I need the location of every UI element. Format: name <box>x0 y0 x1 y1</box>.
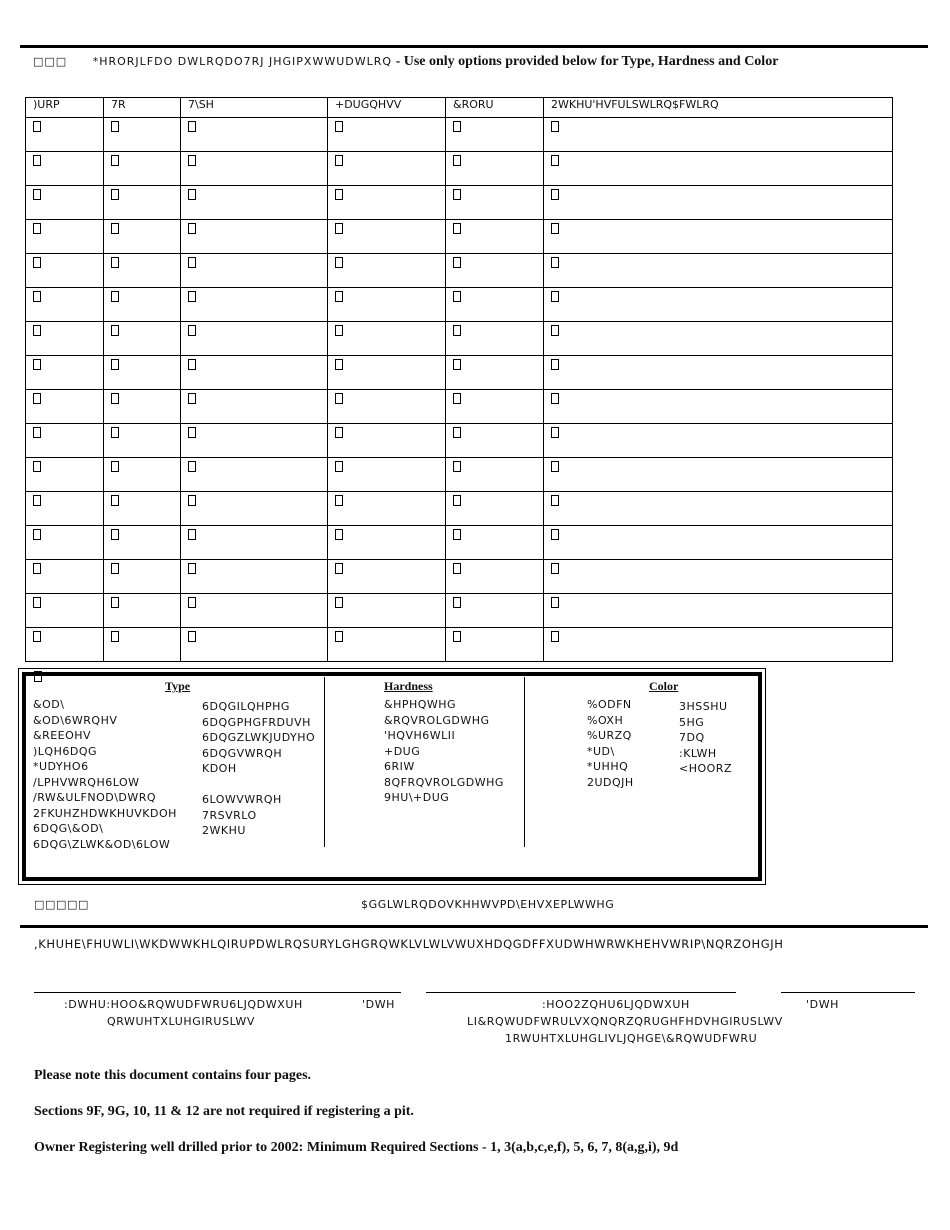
cell-placeholder-glyph <box>453 359 461 370</box>
cell-placeholder-glyph <box>33 529 41 540</box>
cell-placeholder-glyph <box>33 257 41 268</box>
hardness-title: Hardness <box>384 679 433 693</box>
cell-placeholder-glyph <box>33 427 41 438</box>
log-row <box>26 186 893 220</box>
legend-item: &HPHQWHG <box>384 698 457 711</box>
log-cell[interactable] <box>446 628 544 662</box>
cell-placeholder-glyph <box>551 121 559 132</box>
cell-placeholder-glyph <box>335 563 343 574</box>
log-cell[interactable] <box>328 118 446 152</box>
log-cell[interactable] <box>26 220 104 254</box>
cell-placeholder-glyph <box>33 223 41 234</box>
log-cell[interactable] <box>104 118 181 152</box>
log-cell[interactable] <box>328 594 446 628</box>
log-cell[interactable] <box>181 628 328 662</box>
cell-placeholder-glyph <box>453 631 461 642</box>
cell-placeholder-glyph <box>111 257 119 268</box>
cell-placeholder-glyph <box>551 563 559 574</box>
log-cell[interactable] <box>181 118 328 152</box>
cell-placeholder-glyph <box>111 597 119 608</box>
cell-placeholder-glyph <box>33 359 41 370</box>
cell-placeholder-glyph <box>111 563 119 574</box>
cell-placeholder-glyph <box>33 393 41 404</box>
cell-placeholder-glyph <box>188 121 196 132</box>
cell-placeholder-glyph <box>111 393 119 404</box>
log-cell[interactable] <box>544 220 893 254</box>
cell-placeholder-glyph <box>188 427 196 438</box>
legend-item: )LQH6DQG <box>33 744 98 758</box>
legend-item: *UD\ <box>587 744 615 758</box>
cell-placeholder-glyph <box>33 291 41 302</box>
log-cell[interactable] <box>328 628 446 662</box>
log-cell[interactable] <box>446 118 544 152</box>
log-cell[interactable] <box>328 458 446 492</box>
cell-placeholder-glyph <box>453 121 461 132</box>
log-cell[interactable] <box>104 288 181 322</box>
log-col-header: 7\SH <box>181 98 328 118</box>
contractor-date-line[interactable] <box>426 992 736 993</box>
log-cell[interactable] <box>544 356 893 390</box>
log-row <box>26 424 893 458</box>
top-rule <box>20 45 928 48</box>
log-row <box>26 152 893 186</box>
log-cell[interactable] <box>104 628 181 662</box>
log-cell[interactable] <box>328 288 446 322</box>
cell-placeholder-glyph <box>188 189 196 200</box>
log-cell[interactable] <box>104 220 181 254</box>
contractor-date-label: 'DWH <box>362 998 396 1011</box>
log-cell[interactable] <box>104 526 181 560</box>
cell-placeholder-glyph <box>551 427 559 438</box>
type-column-2 <box>202 699 315 839</box>
log-table-header <box>26 98 893 118</box>
cell-placeholder-glyph <box>188 495 196 506</box>
cell-placeholder-glyph <box>33 495 41 506</box>
log-cell[interactable] <box>181 288 328 322</box>
cell-placeholder-glyph <box>188 631 196 642</box>
log-cell[interactable] <box>544 594 893 628</box>
cell-placeholder-glyph <box>111 461 119 472</box>
log-cell[interactable] <box>26 628 104 662</box>
cell-placeholder-glyph <box>335 631 343 642</box>
owner-date-label: 'DWH <box>806 998 840 1011</box>
cell-placeholder-glyph <box>111 427 119 438</box>
cell-placeholder-glyph <box>33 189 41 200</box>
log-cell[interactable] <box>446 322 544 356</box>
legend-item: &OD\ <box>33 698 65 711</box>
log-cell[interactable] <box>446 152 544 186</box>
section-footer-marker: □□□□□ <box>34 898 89 911</box>
legend-item: 6DQGPHGFRDUVH <box>202 715 311 729</box>
cell-placeholder-glyph <box>551 291 559 302</box>
log-cell[interactable] <box>328 424 446 458</box>
cell-placeholder-glyph <box>453 461 461 472</box>
log-cell[interactable] <box>544 424 893 458</box>
cell-placeholder-glyph <box>453 393 461 404</box>
log-cell[interactable] <box>181 152 328 186</box>
log-cell[interactable] <box>104 186 181 220</box>
log-row <box>26 118 893 152</box>
cell-placeholder-glyph <box>33 461 41 472</box>
log-cell[interactable] <box>26 560 104 594</box>
cell-placeholder-glyph <box>551 461 559 472</box>
cell-placeholder-glyph <box>188 359 196 370</box>
log-cell[interactable] <box>328 390 446 424</box>
cell-placeholder-glyph <box>188 223 196 234</box>
cell-placeholder-glyph <box>111 495 119 506</box>
cell-placeholder-glyph <box>551 495 559 506</box>
log-col-header: &RORU <box>446 98 544 118</box>
note-owner-minimum: Owner Registering well drilled prior to 2002: Minimum Required Sections - 1, 3(a,b,c,e,f), 5, 6, 7, 8(a,g,i), 9d <box>34 1140 679 1155</box>
legend-item: *UDYHO6 <box>33 760 89 773</box>
cell-placeholder-glyph <box>188 563 196 574</box>
cell-placeholder-glyph <box>453 495 461 506</box>
legend-item: %OXH <box>587 713 624 727</box>
cell-placeholder-glyph <box>453 291 461 302</box>
log-cell[interactable] <box>26 458 104 492</box>
color-column <box>587 679 678 790</box>
legend-divider-1 <box>324 677 325 847</box>
log-cell[interactable] <box>104 152 181 186</box>
log-row <box>26 322 893 356</box>
log-cell[interactable] <box>26 152 104 186</box>
cell-placeholder-glyph <box>33 155 41 166</box>
log-cell[interactable] <box>544 322 893 356</box>
cell-placeholder-glyph <box>111 291 119 302</box>
log-cell[interactable] <box>26 390 104 424</box>
log-cell[interactable] <box>544 390 893 424</box>
log-cell[interactable] <box>104 560 181 594</box>
cell-placeholder-glyph <box>551 325 559 336</box>
log-cell[interactable] <box>328 492 446 526</box>
section-number: □□□ <box>33 55 68 68</box>
cell-placeholder-glyph <box>33 325 41 336</box>
cell-placeholder-glyph <box>335 155 343 166</box>
legend-item: 8QFRQVROLGDWHG <box>384 775 504 789</box>
color-title: Color <box>649 679 679 693</box>
log-cell[interactable] <box>544 288 893 322</box>
legend-item: 7DQ <box>679 731 705 744</box>
legend-item: /RW&ULFNOD\DWRQ <box>33 791 157 804</box>
note-pages: Please note this document contains four pages. <box>34 1068 312 1083</box>
cell-placeholder-glyph <box>335 291 343 302</box>
cell-placeholder-glyph <box>111 529 119 540</box>
legend-item: 6DQG\ZLWK&OD\6LOW <box>33 837 171 851</box>
legend-item: %ODFN <box>587 698 632 711</box>
log-cell[interactable] <box>26 526 104 560</box>
legend-item: 3HSSHU <box>679 700 728 713</box>
legend-box <box>18 668 766 885</box>
cell-placeholder-glyph <box>453 529 461 540</box>
log-col-header: 7R <box>104 98 181 118</box>
log-row <box>26 220 893 254</box>
log-cell[interactable] <box>544 254 893 288</box>
log-cell[interactable] <box>181 254 328 288</box>
log-cell[interactable] <box>446 492 544 526</box>
legend-item <box>202 777 315 793</box>
cell-placeholder-glyph <box>453 189 461 200</box>
section-title: *HRORJLFDO DWLRQDO7RJ JHGIPXWWUDWLRQ <box>92 55 393 68</box>
log-cell[interactable] <box>328 220 446 254</box>
legend-item: &REEOHV <box>33 729 92 742</box>
log-cell[interactable] <box>328 186 446 220</box>
cell-placeholder-glyph <box>335 529 343 540</box>
mid-rule <box>20 925 928 928</box>
log-cell[interactable] <box>544 526 893 560</box>
log-row <box>26 288 893 322</box>
cell-placeholder-glyph <box>453 257 461 268</box>
cell-placeholder-glyph <box>551 257 559 268</box>
legend-item: 2FKUHZHDWKHUVKDOH <box>33 806 177 820</box>
cell-placeholder-glyph <box>551 359 559 370</box>
log-row <box>26 390 893 424</box>
owner-note-1: LI&RQWUDFWRULVXQNQRZQRUGHFHDVHGIRUSLWV <box>467 1015 783 1028</box>
cell-placeholder-glyph <box>33 121 41 132</box>
cell-placeholder-glyph <box>335 325 343 336</box>
cell-placeholder-glyph <box>551 189 559 200</box>
legend-item: 9HU\+DUG <box>384 791 450 804</box>
certification-statement: ,KHUHE\FHUWLI\WKDWWKHLQIRUPDWLRQSURYLGHGRQWKLVLWLVWUXHDQGDFFXUDWHWRWKHEHVWRIP\NQRZOHGJH <box>34 937 784 951</box>
log-cell[interactable] <box>26 118 104 152</box>
cell-placeholder-glyph <box>188 291 196 302</box>
log-row <box>26 492 893 526</box>
log-col-header: +DUGQHVV <box>328 98 446 118</box>
geologic-log-table <box>25 97 893 662</box>
log-cell[interactable] <box>26 594 104 628</box>
log-row <box>26 458 893 492</box>
cell-placeholder-glyph <box>335 427 343 438</box>
legend-item: 6DQGZLWKJUDYHO <box>202 731 316 744</box>
log-cell[interactable] <box>181 424 328 458</box>
cell-placeholder-glyph <box>335 495 343 506</box>
legend-item: :KLWH <box>679 746 717 760</box>
log-cell[interactable] <box>181 526 328 560</box>
cell-placeholder-glyph <box>111 359 119 370</box>
log-cell[interactable] <box>446 560 544 594</box>
legend-item: 7RSVRLO <box>202 808 257 822</box>
cell-placeholder-glyph <box>335 359 343 370</box>
log-cell[interactable] <box>446 220 544 254</box>
owner-note-2: 1RWUHTXLUHGLIVLJQHGE\&RQWUDFWRU <box>505 1032 758 1045</box>
legend-item: 5HG <box>679 715 705 729</box>
cell-placeholder-glyph <box>188 597 196 608</box>
legend-item: +DUG <box>384 744 421 758</box>
cell-placeholder-glyph <box>111 631 119 642</box>
legend-item: 2WKHU <box>202 824 246 837</box>
log-cell[interactable] <box>446 594 544 628</box>
color-column-2 <box>679 699 732 777</box>
cell-placeholder-glyph <box>551 529 559 540</box>
cell-placeholder-glyph <box>551 155 559 166</box>
cell-placeholder-glyph <box>551 393 559 404</box>
log-cell[interactable] <box>181 356 328 390</box>
log-cell[interactable] <box>446 356 544 390</box>
cell-placeholder-glyph <box>453 223 461 234</box>
legend-item: 'HQVH6WLII <box>384 729 456 742</box>
log-cell[interactable] <box>104 356 181 390</box>
log-cell[interactable] <box>446 526 544 560</box>
log-row <box>26 526 893 560</box>
cell-placeholder-glyph <box>188 325 196 336</box>
cell-placeholder-glyph <box>551 223 559 234</box>
log-cell[interactable] <box>328 322 446 356</box>
legend-item: 6DQGILQHPHG <box>202 700 290 713</box>
cell-placeholder-glyph <box>111 189 119 200</box>
cell-placeholder-glyph <box>551 631 559 642</box>
cell-placeholder-glyph <box>33 597 41 608</box>
log-cell[interactable] <box>328 560 446 594</box>
cell-placeholder-glyph <box>335 393 343 404</box>
log-cell[interactable] <box>544 118 893 152</box>
log-cell[interactable] <box>446 186 544 220</box>
log-cell[interactable] <box>181 322 328 356</box>
log-cell[interactable] <box>104 390 181 424</box>
log-cell[interactable] <box>26 186 104 220</box>
log-cell[interactable] <box>446 424 544 458</box>
legend-item: &RQVROLGDWHG <box>384 713 490 727</box>
cell-placeholder-glyph <box>111 155 119 166</box>
log-row <box>26 628 893 662</box>
cell-placeholder-glyph <box>453 155 461 166</box>
cell-placeholder-glyph <box>453 427 461 438</box>
log-cell[interactable] <box>328 152 446 186</box>
log-cell[interactable] <box>181 458 328 492</box>
log-cell[interactable] <box>104 594 181 628</box>
cell-placeholder-glyph <box>33 563 41 574</box>
legend-item: 2UDQJH <box>587 775 634 789</box>
legend-item: <HOORZ <box>679 762 732 775</box>
section-header <box>33 54 778 70</box>
log-cell[interactable] <box>544 492 893 526</box>
log-cell[interactable] <box>104 322 181 356</box>
cell-placeholder-glyph <box>188 461 196 472</box>
log-cell[interactable] <box>181 186 328 220</box>
log-cell[interactable] <box>181 492 328 526</box>
log-cell[interactable] <box>446 288 544 322</box>
legend-divider-2 <box>524 677 525 847</box>
cell-placeholder-glyph <box>33 631 41 642</box>
log-cell[interactable] <box>26 492 104 526</box>
cell-placeholder-glyph <box>111 223 119 234</box>
hardness-column <box>384 679 504 806</box>
log-cell[interactable] <box>328 356 446 390</box>
legend-item: 6DQGVWRQH <box>202 746 283 760</box>
cell-placeholder-glyph <box>188 529 196 540</box>
log-cell[interactable] <box>181 390 328 424</box>
log-cell[interactable] <box>328 254 446 288</box>
cell-placeholder-glyph <box>551 597 559 608</box>
log-cell[interactable] <box>446 458 544 492</box>
cell-placeholder-glyph <box>335 189 343 200</box>
log-cell[interactable] <box>328 526 446 560</box>
log-cell[interactable] <box>104 254 181 288</box>
legend-item: &OD\6WRQHV <box>33 713 118 727</box>
cell-placeholder-glyph <box>335 461 343 472</box>
cell-placeholder-glyph <box>335 597 343 608</box>
type-column <box>33 679 190 852</box>
log-row <box>26 560 893 594</box>
cell-placeholder-glyph <box>453 563 461 574</box>
legend-item: 6RIW <box>384 760 415 773</box>
log-col-header: )URP <box>26 98 104 118</box>
log-cell[interactable] <box>446 390 544 424</box>
log-cell[interactable] <box>544 458 893 492</box>
contractor-signature-line[interactable] <box>34 992 401 993</box>
section-instruction: - Use only options provided below for Type, Hardness and Color <box>395 54 779 69</box>
log-cell[interactable] <box>104 458 181 492</box>
log-col-header: 2WKHU'HVFULSWLRQ$FWLRQ <box>544 98 893 118</box>
log-cell[interactable] <box>544 560 893 594</box>
contractor-note: QRWUHTXLUHGIRUSLWV <box>107 1015 255 1028</box>
log-cell[interactable] <box>26 424 104 458</box>
cell-placeholder-glyph <box>453 325 461 336</box>
contractor-signature-label: :DWHU:HOO&RQWUDFWRU6LJQDWXUH <box>64 998 303 1011</box>
log-cell[interactable] <box>544 186 893 220</box>
cell-placeholder-glyph <box>111 325 119 336</box>
log-cell[interactable] <box>104 424 181 458</box>
owner-date-line[interactable] <box>781 992 915 993</box>
log-cell[interactable] <box>544 628 893 662</box>
log-cell[interactable] <box>26 254 104 288</box>
owner-signature-label: :HOO2ZQHU6LJQDWXUH <box>542 998 690 1011</box>
legend-item: 6LOWVWRQH <box>202 793 282 806</box>
legend-item: *UHHQ <box>587 760 629 773</box>
legend-item: 6DQG\&OD\ <box>33 822 104 835</box>
log-cell[interactable] <box>26 288 104 322</box>
note-pit-sections: Sections 9F, 9G, 10, 11 & 12 are not required if registering a pit. <box>34 1104 414 1119</box>
log-row <box>26 254 893 288</box>
log-row <box>26 594 893 628</box>
cell-placeholder-glyph <box>188 257 196 268</box>
log-cell[interactable] <box>544 152 893 186</box>
log-cell[interactable] <box>26 322 104 356</box>
cell-placeholder-glyph <box>188 155 196 166</box>
log-cell[interactable] <box>181 594 328 628</box>
type-title: Type <box>165 679 191 693</box>
log-row <box>26 356 893 390</box>
cell-placeholder-glyph <box>111 121 119 132</box>
log-cell[interactable] <box>181 560 328 594</box>
log-cell[interactable] <box>181 220 328 254</box>
log-cell[interactable] <box>26 356 104 390</box>
log-cell[interactable] <box>446 254 544 288</box>
additional-sheets-note: $GGLWLRQDOVKHHWVPD\EHVXEPLWWHG <box>361 898 615 911</box>
cell-placeholder-glyph <box>335 257 343 268</box>
log-cell[interactable] <box>104 492 181 526</box>
cell-placeholder-glyph <box>335 223 343 234</box>
legend-item: /LPHVWRQH6LOW <box>33 775 140 789</box>
cell-placeholder-glyph <box>453 597 461 608</box>
legend-item: KDOH <box>202 762 237 775</box>
legend-item: %URZQ <box>587 729 632 742</box>
cell-placeholder-glyph <box>335 121 343 132</box>
cell-placeholder-glyph <box>188 393 196 404</box>
